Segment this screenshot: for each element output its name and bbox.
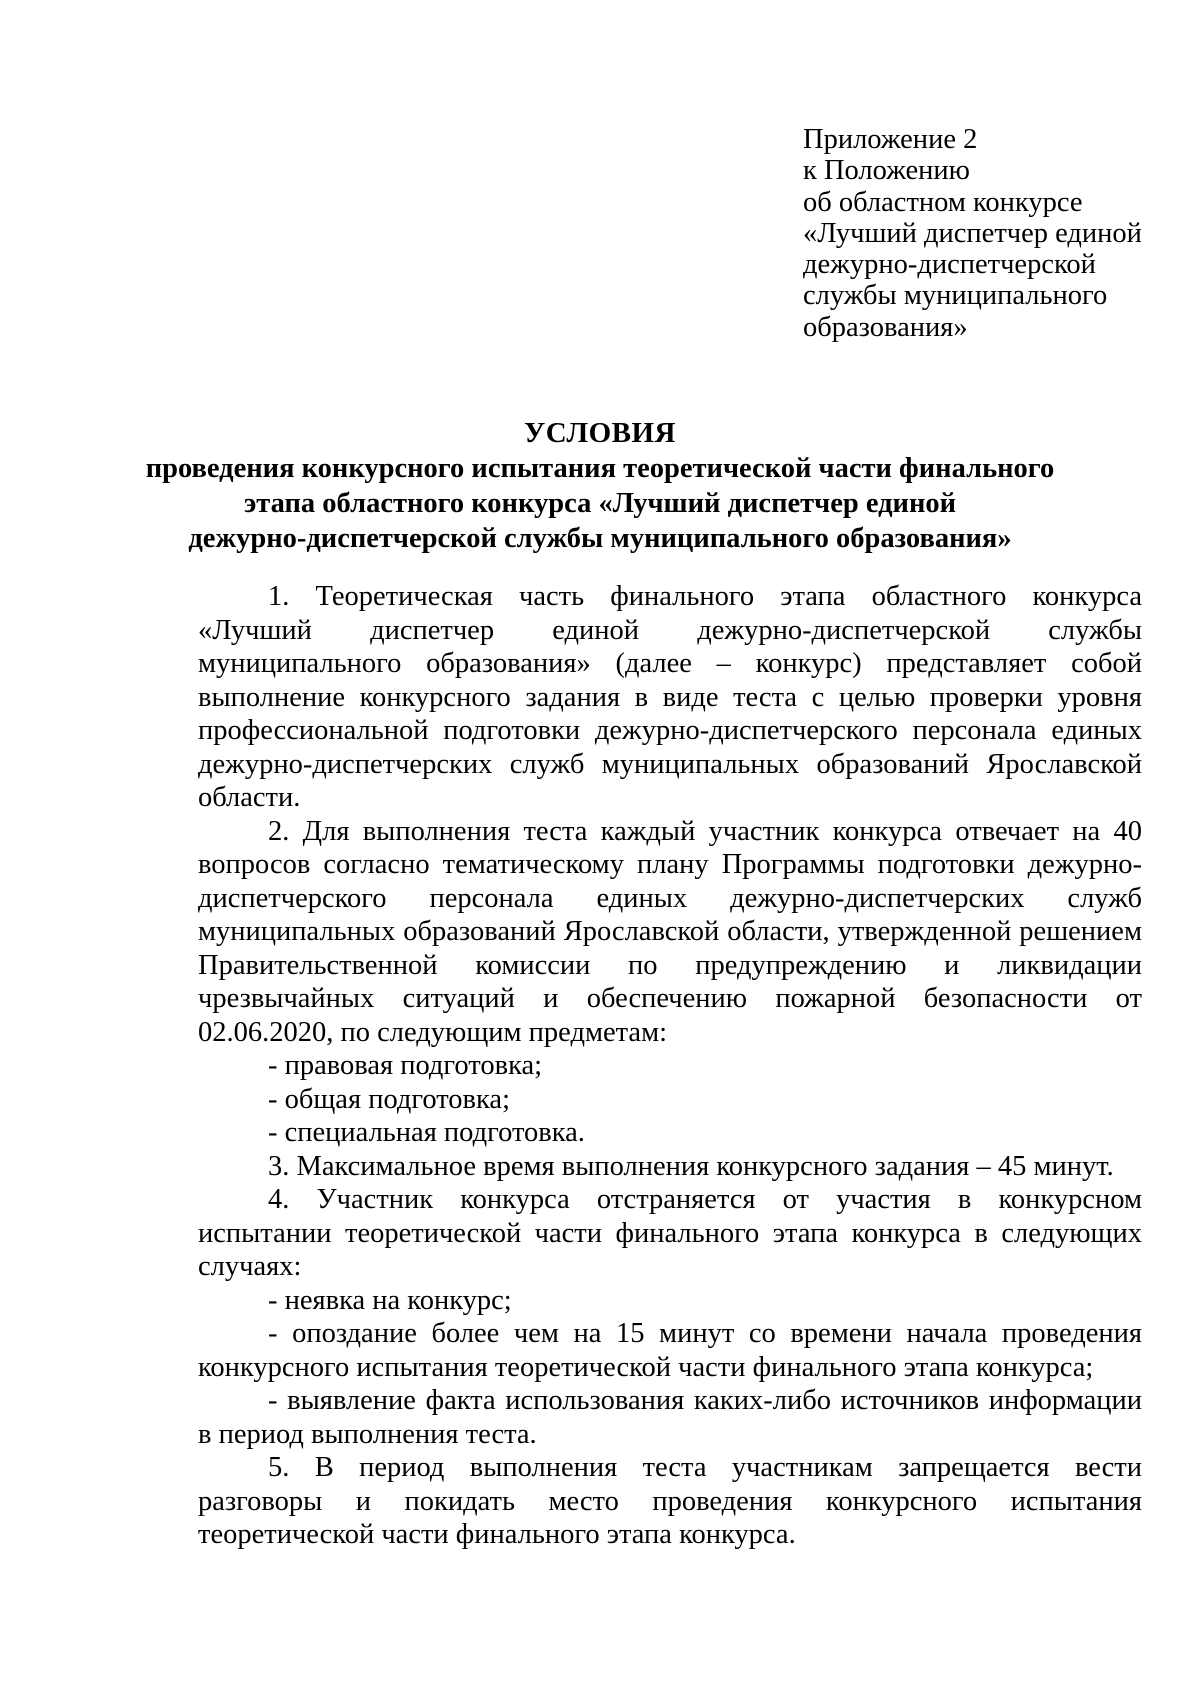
appendix-line: службы муниципального — [803, 280, 1108, 312]
subtitle-line: проведения конкурсного испытания теоретической части финального — [145, 453, 1055, 484]
paragraph-3: 3. Максимальное время выполнения конкурсного задания – 45 минут. — [268, 1150, 1114, 1182]
appendix-line: Приложение 2 — [803, 124, 978, 155]
appendix-reference — [803, 124, 1183, 343]
appendix-line: «Лучший диспетчер единой — [803, 217, 1142, 249]
case-item-2: - опоздание более чем на 15 минут со времени начала проведения конкурсного испытания теоретической части финального этапа конкурса; — [198, 1318, 1142, 1383]
paragraph-1: 1. Теоретическая часть финального этапа областного конкурса «Лучший диспетчер единой дежурно-диспетчерской службы муниципального образования» (далее – конкурс) представляет собой выполнение конкурсного задания в виде теста с целью проверки уровня профессиональной подготовки дежурно-диспетчерского персонала единых дежурно-диспетчерских служб муниципальных образований Ярославской области. — [198, 581, 1142, 813]
case-item-3: - выявление факта использования каких-либо источников информации в период выполнения теста. — [198, 1385, 1142, 1450]
subject-item: - специальная подготовка. — [268, 1117, 585, 1148]
paragraph-5: 5. В период выполнения теста участникам запрещается вести разговоры и покидать место проведения конкурсного испытания теоретической части финального этапа конкурса. — [198, 1452, 1142, 1550]
subtitle-line: этапа областного конкурса «Лучший диспетчер единой — [243, 488, 957, 519]
subject-item: - правовая подготовка; — [268, 1050, 543, 1081]
paragraph-2: 2. Для выполнения теста каждый участник конкурса отвечает на 40 вопросов согласно тематическому плану Программы подготовки дежурно-диспетчерского персонала единых дежурно-диспетчерских служб муниципальных образований Ярославской области, утвержденной решением Правительственной комиссии по предупреждению и ликвидации чрезвычайных ситуаций и обеспечению пожарной безопасности от 02.06.2020, по следующим предметам: — [198, 815, 1142, 1048]
subtitle-line: дежурно-диспетчерской службы муниципального образования» — [188, 523, 1012, 554]
appendix-line: об областном конкурсе — [803, 186, 1083, 218]
case-item-1: - неявка на конкурс; — [268, 1284, 512, 1316]
paragraph-4: 4. Участник конкурса отстраняется от участия в конкурсном испытании теоретической части финального этапа конкурса в следующих случаях: — [198, 1184, 1142, 1282]
document-subtitle — [100, 451, 1100, 556]
document-body — [198, 580, 1142, 1552]
subject-item: - общая подготовка; — [268, 1083, 510, 1115]
document-title: УСЛОВИЯ — [523, 417, 676, 449]
appendix-line: к Положению — [803, 155, 970, 187]
appendix-line: дежурно-диспетчерской — [803, 249, 1096, 281]
appendix-line: образования» — [803, 311, 968, 343]
